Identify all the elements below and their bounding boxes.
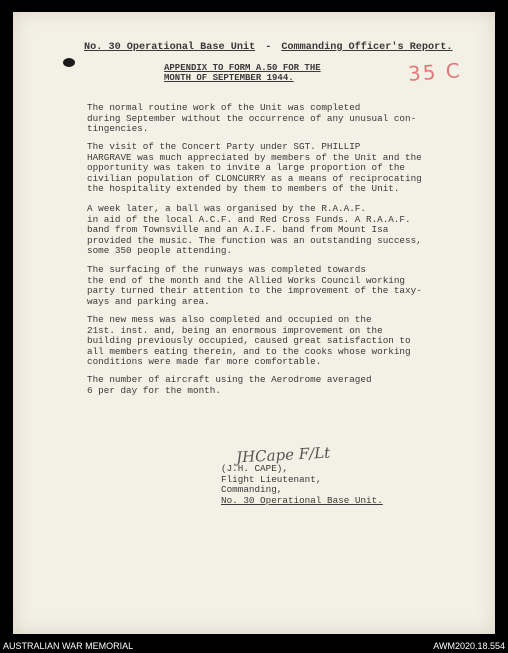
appendix-line-2: MONTH OF SEPTEMBER 1944. [164, 73, 294, 83]
signatory-role: Commanding, [221, 484, 283, 496]
paragraph-mess: The new mess was also completed and occupied on the 21st. inst. and, being an enormous improvement on the building previously occupied, caused great satisfaction to all members eating therein, and to the cooks whose working conditions were made far more comfortable. [87, 314, 411, 368]
folio-number: 35 C [407, 58, 463, 86]
report-title: Commanding Officer's Report. [281, 42, 453, 53]
appendix-title [164, 63, 354, 83]
report-header [84, 42, 454, 53]
signatory-unit: No. 30 Operational Base Unit. [221, 494, 383, 506]
paragraph-routine: The normal routine work of the Unit was completed during September without the occurrence of any unusual con- tingencies. [87, 102, 417, 135]
paragraph-aircraft: The number of aircraft using the Aerodrome averaged 6 per day for the month. [87, 374, 372, 396]
paragraph-concert: The visit of the Concert Party under SGT. PHILLIP HARGRAVE was much appreciated by members of the Unit and the opportunity was taken to invite a large proportion of the civilian population of CLONCURRY as a means of reciprocating the hospitality extended by them to members of the Unit. [87, 141, 422, 195]
handwritten-signature: JHCape F/Lt [235, 443, 331, 467]
unit-name: No. 30 Operational Base Unit [84, 42, 256, 53]
footer-accession-number: AWM2020.18.554 [433, 641, 505, 651]
paragraph-runways: The surfacing of the runways was completed towards the end of the month and the Allied Works Council working party turned their attention to the improvement of the taxy- ways and parking area. [87, 264, 422, 307]
signatory-name: (J.H. CAPE), [221, 463, 288, 474]
footer-institution: AUSTRALIAN WAR MEMORIAL [3, 641, 134, 651]
paragraph-ball: A week later, a ball was organised by the R.A.A.F. in aid of the local A.C.F. and Red Cross Funds. A R.A.A.F. band from Townsville and an A.I.F. band from Mount Isa provided the music. The function was an outstanding success, some 350 people attending. [87, 203, 422, 257]
signature-block [221, 464, 421, 506]
signatory-rank: Flight Lieutenant, [221, 473, 322, 485]
punch-hole [63, 58, 75, 67]
header-separator: - [265, 42, 272, 53]
appendix-line-1: APPENDIX TO FORM A.50 FOR THE [164, 63, 321, 73]
